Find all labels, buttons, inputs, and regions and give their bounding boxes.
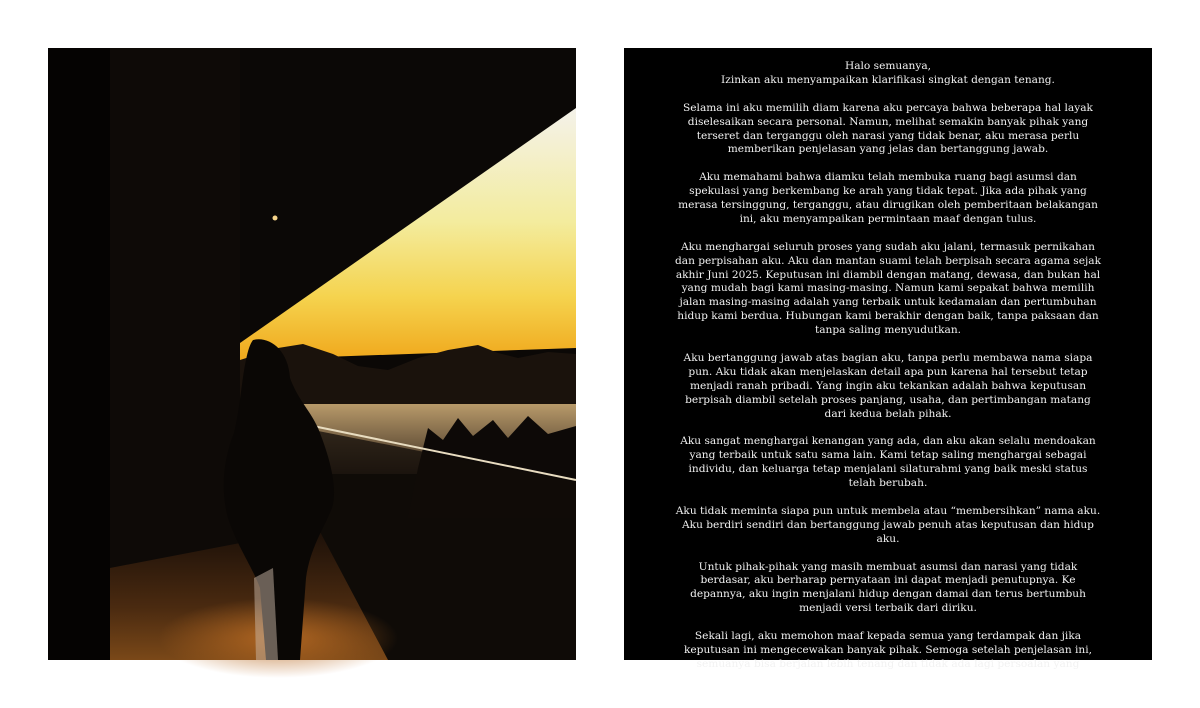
statement-text [624,48,1152,672]
intro-line: Izinkan aku menyampaikan klarifikasi singkat dengan tenang. [721,73,1055,86]
paragraph: Aku memahami bahwa diamku telah membuka ruang bagi asumsi dan spekulasi yang berkembang ke arah yang tidak tepat. Jika ada pihak yang merasa tersinggung, terganggu, atau dirugikan oleh pemberitaan belakangan ini, aku menyampaikan permintaan maaf dengan tulus. [678,171,1098,225]
left-wall [48,48,110,660]
statement-panel [624,48,1152,670]
paragraph: Sekali lagi, aku memohon maaf kepada semua yang terdampak dan jika keputusan ini mengecewakan banyak pihak. Semoga setelah penjelasan ini, semuanya bisa berjalan lebih tenang dan tidak ada lagi persoalan yang [683,630,1093,670]
paragraph: Aku tidak meminta siapa pun untuk membela atau “membersihkan” nama aku. Aku berdiri sendiri dan bertanggung jawab penuh atas keputusan dan hidup aku. [675,504,1101,545]
paragraph: Aku bertanggung jawab atas bagian aku, tanpa perlu membawa nama siapa pun. Aku tidak akan menjelaskan detail apa pun karena hal tersebut tetap menjadi ranah pribadi. Yang ingin aku tekankan adalah bahwa keputusan berpisah diambil setelah proses panjang, usaha, dan pertimbangan matang dari kedua belah pihak. [683,351,1093,420]
paragraph: Aku menghargai seluruh proses yang sudah aku jalani, termasuk pernikahan dan perpisahan aku. Aku dan mantan suami telah berpisah secara agama sejak akhir Juni 2025. Keputusan ini diambil dengan matang, dewasa, dan bukan hal yang mudah bagi kami masing-masing. Namun kami sepakat bahwa memilih jalan masing-masing adalah yang terbaik untuk kedamaian dan pertumbuhan hidup kami berdua. Hubungan kami berakhir dengan baik, tanpa paksaan dan tanpa saling menyudutkan. [674,240,1102,337]
photo-scene [48,48,576,660]
ceiling-light [273,216,278,221]
paragraph: Aku sangat menghargai kenangan yang ada, dan aku akan selalu mendoakan yang terbaik untuk satu sama lain. Kami tetap saling menghargai sebagai individu, dan keluarga tetap menjalani silaturahmi yang baik meski status telah berubah. [680,435,1096,490]
paragraph: Untuk pihak-pihak yang masih membuat asumsi dan narasi yang tidak berdasar, aku berharap pernyataan ini dapat menjadi penutupnya. Ke depannya, aku ingin menjalani hidup dengan damai dan terus bertumbuh menjadi versi terbaik dari diriku. [690,560,1086,615]
sunset-balcony-photo [48,48,576,660]
greeting: Halo semuanya, [844,60,932,72]
paragraph: Selama ini aku memilih diam karena aku percaya bahwa beberapa hal layak diselesaikan secara personal. Namun, melihat semakin banyak pihak yang terseret dan terganggu oleh narasi yang tidak benar, aku merasa perlu memberikan penjelasan yang jelas dan bertanggung jawab. [683,101,1093,156]
statement-opening [674,60,1102,88]
